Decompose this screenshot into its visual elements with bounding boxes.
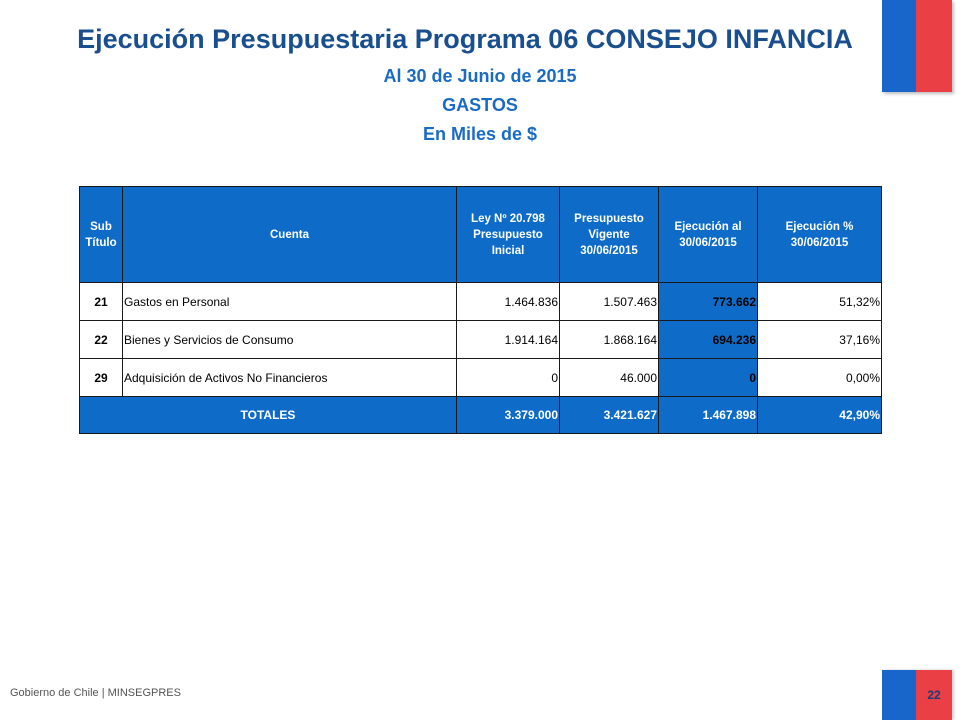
cell-porcentaje: 37,16% [758,321,882,359]
totals-vigente: 3.421.627 [560,397,659,434]
header-cuenta: Cuenta [123,187,457,283]
flag-decoration-bottom [882,670,952,720]
footer-text: Gobierno de Chile | MINSEGPRES [10,687,181,699]
table-row [80,283,882,321]
header-porcentaje: Ejecución % 30/06/2015 [758,187,882,283]
totals-row [80,397,882,434]
cell-porcentaje: 51,32% [758,283,882,321]
cell-vigente: 1.507.463 [560,283,659,321]
page-title: Ejecución Presupuestaria Programa 06 CONSEJO INFANCIA [77,24,853,54]
cell-cuenta: Bienes y Servicios de Consumo [123,321,457,359]
cell-ejecucion: 694.236 [659,321,758,359]
cell-vigente: 1.868.164 [560,321,659,359]
totals-label: TOTALES [80,397,457,434]
cell-inicial: 1.464.836 [457,283,560,321]
cell-ejecucion: 0 [659,359,758,397]
cell-inicial: 1.914.164 [457,321,560,359]
cell-vigente: 46.000 [560,359,659,397]
flag-blue-stripe [882,670,916,720]
cell-inicial: 0 [457,359,560,397]
cell-cuenta: Gastos en Personal [123,283,457,321]
subtitle-type: GASTOS [442,95,518,115]
header-vigente: Presupuesto Vigente 30/06/2015 [560,187,659,283]
table-row [80,359,882,397]
cell-sub: 29 [80,359,123,397]
subtitle-units: En Miles de $ [422,124,538,144]
cell-porcentaje: 0,00% [758,359,882,397]
totals-porcentaje: 42,90% [758,397,882,434]
subtitle-date: Al 30 de Junio de 2015 [383,66,577,86]
header-subtitulo: Sub Título [80,187,123,283]
cell-sub: 21 [80,283,123,321]
cell-ejecucion: 773.662 [659,283,758,321]
header-inicial: Ley Nº 20.798 Presupuesto Inicial [457,187,560,283]
header-ejecucion: Ejecución al 30/06/2015 [659,187,758,283]
budget-table [79,186,882,434]
cell-cuenta: Adquisición de Activos No Financieros [123,359,457,397]
table-row [80,321,882,359]
cell-sub: 22 [80,321,123,359]
totals-ejecucion: 1.467.898 [659,397,758,434]
page-number: 22 [927,688,941,702]
totals-inicial: 3.379.000 [457,397,560,434]
flag-red-stripe [916,670,952,720]
table-header-row [80,187,882,283]
